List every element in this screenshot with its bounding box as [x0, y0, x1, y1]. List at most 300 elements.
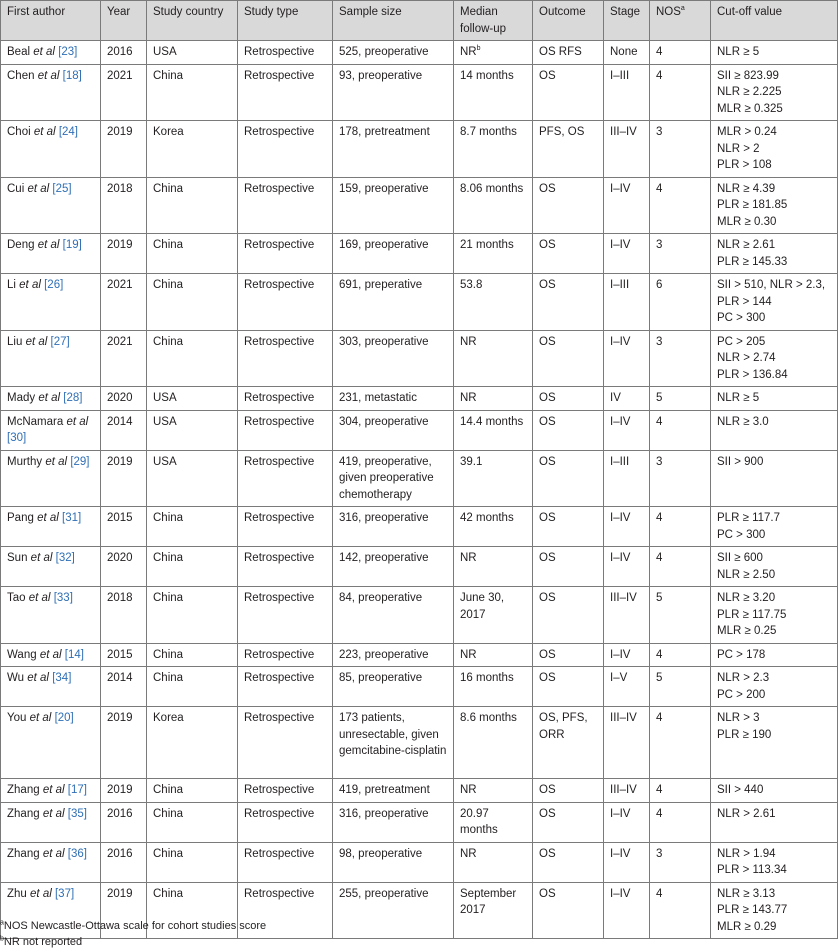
sample-size-cell: 691, preperative — [333, 274, 454, 331]
reference-link[interactable]: [23] — [58, 46, 78, 58]
outcome-cell: OS — [533, 547, 604, 587]
cut-off-line: PC > 178 — [717, 648, 766, 661]
header-cut-off-value: Cut-off value — [711, 1, 838, 41]
author-name: Zhang — [7, 784, 40, 796]
cut-off-line: NLR ≥ 3.13 — [717, 887, 776, 900]
cut-off-line: NLR ≥ 2.61 — [717, 239, 776, 251]
nos-cell: 4 — [650, 410, 711, 450]
et-al: et al — [42, 847, 65, 860]
year-cell: 2019 — [101, 450, 147, 507]
sample-size-cell: 178, pretreatment — [333, 121, 454, 178]
footnote-b — [0, 934, 838, 950]
follow-up-cell — [454, 387, 533, 411]
cut-off-cell — [711, 64, 838, 121]
author-name: Zhang — [7, 807, 40, 820]
stage-cell: I–IV — [604, 842, 650, 882]
reference-link[interactable]: [18] — [62, 69, 82, 82]
country-cell: USA — [147, 410, 238, 450]
nos-cell: 5 — [650, 387, 711, 411]
year-cell: 2015 — [101, 643, 147, 667]
cut-off-cell — [711, 274, 838, 331]
country-cell: China — [147, 643, 238, 667]
study-type-cell: Retrospective — [238, 507, 333, 547]
table-row — [1, 507, 838, 547]
nos-cell: 4 — [650, 643, 711, 667]
et-al: et al — [27, 672, 49, 684]
sample-size-cell: 419, preoperative, given preoperative chemotherapy — [333, 450, 454, 507]
follow-up-cell — [454, 547, 533, 587]
nos-cell: 4 — [650, 779, 711, 803]
sample-size-cell: 142, preoperative — [333, 547, 454, 587]
cut-off-line: MLR ≥ 0.29 — [717, 920, 777, 933]
cut-off-cell — [711, 234, 838, 274]
author-cell — [1, 450, 101, 507]
follow-up-value: September 2017 — [460, 887, 517, 916]
author-cell — [1, 234, 101, 274]
follow-up-cell — [454, 64, 533, 121]
reference-link[interactable]: [34] — [52, 672, 72, 684]
stage-cell: III–IV — [604, 707, 650, 779]
nos-cell: 4 — [650, 707, 711, 779]
follow-up-value: NR — [460, 847, 477, 860]
table-row — [1, 450, 838, 507]
nos-cell: 4 — [650, 802, 711, 842]
country-cell: Korea — [147, 707, 238, 779]
stage-cell: I–IV — [604, 643, 650, 667]
stage-cell: I–IV — [604, 234, 650, 274]
year-cell: 2016 — [101, 842, 147, 882]
stage-cell: I–IV — [604, 177, 650, 234]
outcome-cell: OS — [533, 779, 604, 803]
follow-up-value: 21 months — [460, 239, 514, 251]
follow-up-value: 42 months — [460, 512, 514, 524]
study-type-cell: Retrospective — [238, 121, 333, 178]
outcome-cell: OS — [533, 587, 604, 644]
reference-link[interactable]: [33] — [53, 592, 73, 604]
cut-off-line: PC > 205 — [717, 335, 766, 348]
reference-link[interactable]: [17] — [67, 784, 87, 796]
author-cell — [1, 387, 101, 411]
outcome-cell: OS, PFS, ORR — [533, 707, 604, 779]
outcome-cell: OS — [533, 450, 604, 507]
footnote-a — [0, 918, 838, 934]
outcome-cell: OS — [533, 410, 604, 450]
reference-link[interactable]: [19] — [62, 239, 82, 251]
et-al: et al — [37, 69, 60, 82]
follow-up-cell — [454, 41, 533, 65]
nos-cell: 4 — [650, 882, 711, 939]
country-cell: China — [147, 802, 238, 842]
follow-up-value: 39.1 — [460, 455, 483, 468]
reference-link[interactable]: [32] — [55, 552, 75, 564]
study-type-cell: Retrospective — [238, 177, 333, 234]
year-cell: 2016 — [101, 802, 147, 842]
cut-off-cell — [711, 643, 838, 667]
table-row — [1, 707, 838, 779]
year-cell: 2021 — [101, 330, 147, 387]
header-nos-label: NOS — [656, 6, 681, 18]
reference-link[interactable]: [37] — [54, 887, 75, 900]
cut-off-cell — [711, 410, 838, 450]
cut-off-line: MLR ≥ 0.25 — [717, 625, 777, 637]
author-cell — [1, 587, 101, 644]
et-al: et al — [25, 335, 48, 348]
study-type-cell: Retrospective — [238, 274, 333, 331]
cut-off-line: SII > 900 — [717, 455, 764, 468]
sample-size-cell: 85, preoperative — [333, 667, 454, 707]
sample-size-cell: 525, preoperative — [333, 41, 454, 65]
author-cell — [1, 779, 101, 803]
et-al: et al — [45, 455, 68, 468]
author-name: Wang — [7, 648, 37, 661]
cut-off-line: PLR ≥ 117.7 — [717, 512, 780, 524]
follow-up-cell — [454, 587, 533, 644]
nos-cell: 4 — [650, 41, 711, 65]
reference-link[interactable]: [24] — [58, 126, 78, 138]
reference-link[interactable]: [26] — [44, 279, 64, 291]
year-cell: 2019 — [101, 707, 147, 779]
country-cell: China — [147, 587, 238, 644]
nos-cell: 4 — [650, 507, 711, 547]
header-sample-size: Sample size — [333, 1, 454, 41]
nos-cell: 3 — [650, 234, 711, 274]
cut-off-line: NLR ≥ 5 — [717, 46, 760, 58]
header-first-author: First author — [1, 1, 101, 41]
follow-up-value: NR — [460, 648, 477, 661]
study-type-cell: Retrospective — [238, 410, 333, 450]
table-row — [1, 802, 838, 842]
cut-off-line: MLR ≥ 0.30 — [717, 215, 777, 228]
cut-off-cell — [711, 779, 838, 803]
cut-off-cell — [711, 41, 838, 65]
author-name: Murthy — [7, 455, 43, 468]
cut-off-cell — [711, 121, 838, 178]
author-cell — [1, 643, 101, 667]
follow-up-value: 8.6 months — [460, 712, 517, 724]
year-cell: 2019 — [101, 234, 147, 274]
study-type-cell: Retrospective — [238, 779, 333, 803]
author-cell — [1, 547, 101, 587]
follow-up-cell — [454, 507, 533, 547]
author-name: Choi — [7, 126, 31, 138]
header-study-country: Study country — [147, 1, 238, 41]
nos-cell: 4 — [650, 177, 711, 234]
author-name: Mady — [7, 392, 36, 404]
cut-off-line: NLR ≥ 2.50 — [717, 568, 776, 581]
study-type-cell: Retrospective — [238, 64, 333, 121]
header-nos — [650, 1, 711, 41]
et-al: et al — [38, 392, 61, 404]
stage-cell: I–IV — [604, 547, 650, 587]
table-row — [1, 387, 838, 411]
follow-up-value: 8.7 months — [460, 126, 517, 138]
cut-off-line: NLR > 2 — [717, 142, 760, 155]
cut-off-line: PLR ≥ 181.85 — [717, 199, 788, 211]
outcome-cell: OS — [533, 842, 604, 882]
sample-size-cell: 419, pretreatment — [333, 779, 454, 803]
cut-off-cell — [711, 547, 838, 587]
follow-up-value: NR — [460, 46, 477, 58]
cut-off-cell — [711, 842, 838, 882]
country-cell: USA — [147, 387, 238, 411]
et-al: et al — [30, 552, 53, 564]
stage-cell: I–IV — [604, 882, 650, 939]
follow-up-cell — [454, 330, 533, 387]
footnote-a-text: NOS Newcastle-Ottawa scale for cohort studies score — [3, 920, 267, 932]
follow-up-value: 14.4 months — [460, 415, 524, 428]
follow-up-cell — [454, 667, 533, 707]
author-cell — [1, 64, 101, 121]
et-al: et al — [30, 887, 52, 900]
cut-off-line: PLR > 136.84 — [717, 368, 788, 381]
table-footnotes — [0, 918, 838, 950]
cut-off-cell — [711, 507, 838, 547]
header-row — [1, 1, 838, 41]
sample-size-cell: 169, preoperative — [333, 234, 454, 274]
study-type-cell: Retrospective — [238, 802, 333, 842]
country-cell: China — [147, 507, 238, 547]
cut-off-cell — [711, 802, 838, 842]
et-al: et al — [33, 126, 56, 138]
author-name: Deng — [7, 239, 35, 251]
reference-link[interactable]: [30] — [7, 432, 27, 444]
nos-cell: 3 — [650, 330, 711, 387]
author-name: Beal — [7, 46, 31, 58]
author-name: Tao — [7, 592, 26, 604]
author-cell — [1, 410, 101, 450]
year-cell: 2021 — [101, 274, 147, 331]
cut-off-line: PC > 200 — [717, 688, 766, 701]
cut-off-cell — [711, 707, 838, 779]
study-type-cell: Retrospective — [238, 450, 333, 507]
follow-up-cell — [454, 177, 533, 234]
country-cell: Korea — [147, 121, 238, 178]
table-row — [1, 842, 838, 882]
author-name: Chen — [7, 69, 35, 82]
follow-up-cell — [454, 410, 533, 450]
outcome-cell: PFS, OS — [533, 121, 604, 178]
cut-off-line: PLR ≥ 190 — [717, 728, 772, 741]
year-cell: 2016 — [101, 41, 147, 65]
country-cell: China — [147, 779, 238, 803]
author-cell — [1, 667, 101, 707]
header-study-type: Study type — [238, 1, 333, 41]
author-name: McNamara — [7, 415, 64, 428]
year-cell: 2018 — [101, 587, 147, 644]
outcome-cell: OS — [533, 64, 604, 121]
country-cell: China — [147, 234, 238, 274]
cut-off-line: PC > 300 — [717, 528, 766, 541]
author-cell — [1, 41, 101, 65]
author-cell — [1, 707, 101, 779]
outcome-cell: OS — [533, 177, 604, 234]
et-al: et al — [19, 279, 41, 291]
table-row — [1, 667, 838, 707]
study-type-cell: Retrospective — [238, 882, 333, 939]
table-row — [1, 234, 838, 274]
cut-off-line: SII ≥ 823.99 — [717, 69, 779, 82]
country-cell: USA — [147, 450, 238, 507]
cut-off-line: SII ≥ 600 — [717, 552, 763, 564]
author-cell — [1, 121, 101, 178]
header-outcome: Outcome — [533, 1, 604, 41]
author-name: Pang — [7, 512, 34, 524]
follow-up-cell — [454, 234, 533, 274]
et-al: et al — [42, 784, 65, 796]
reference-link[interactable]: [36] — [67, 847, 87, 860]
year-cell: 2018 — [101, 177, 147, 234]
stage-cell: III–IV — [604, 121, 650, 178]
follow-up-value: 16 months — [460, 672, 514, 684]
stage-cell: None — [604, 41, 650, 65]
follow-up-footnote-mark: b — [476, 45, 481, 53]
cut-off-line: NLR > 3 — [717, 712, 760, 724]
country-cell: USA — [147, 41, 238, 65]
author-cell — [1, 802, 101, 842]
year-cell: 2019 — [101, 882, 147, 939]
study-type-cell: Retrospective — [238, 41, 333, 65]
cut-off-line: SII > 440 — [717, 784, 764, 796]
sample-size-cell: 316, preoperative — [333, 802, 454, 842]
stage-cell: I–IV — [604, 802, 650, 842]
country-cell: China — [147, 842, 238, 882]
header-stage: Stage — [604, 1, 650, 41]
sample-size-cell: 304, preoperative — [333, 410, 454, 450]
cut-off-cell — [711, 177, 838, 234]
follow-up-cell — [454, 802, 533, 842]
sample-size-cell: 231, metastatic — [333, 387, 454, 411]
sample-size-cell: 223, preoperative — [333, 643, 454, 667]
author-name: You — [7, 712, 27, 724]
et-al: et al — [37, 512, 59, 524]
reference-link[interactable]: [31] — [62, 512, 82, 524]
follow-up-cell — [454, 643, 533, 667]
nos-cell: 3 — [650, 121, 711, 178]
nos-cell: 5 — [650, 667, 711, 707]
study-type-cell: Retrospective — [238, 387, 333, 411]
table-row — [1, 41, 838, 65]
table-row — [1, 330, 838, 387]
follow-up-value: NR — [460, 552, 477, 564]
reference-link[interactable]: [27] — [50, 335, 70, 348]
follow-up-value: 53.8 — [460, 279, 483, 291]
cut-off-line: PLR > 108 — [717, 159, 772, 171]
year-cell: 2020 — [101, 387, 147, 411]
reference-link[interactable]: [29] — [70, 455, 90, 468]
table-row — [1, 643, 838, 667]
year-cell: 2014 — [101, 667, 147, 707]
et-al: et al — [66, 415, 89, 428]
nos-cell: 5 — [650, 587, 711, 644]
nos-cell: 4 — [650, 64, 711, 121]
cut-off-line: PLR > 113.34 — [717, 864, 787, 876]
stage-cell: I–III — [604, 450, 650, 507]
footnote-b-mark: b — [0, 935, 4, 943]
sample-size-cell: 316, preoperative — [333, 507, 454, 547]
cut-off-line: NLR > 2.61 — [717, 807, 776, 820]
outcome-cell: OS — [533, 234, 604, 274]
nos-cell: 6 — [650, 274, 711, 331]
cut-off-cell — [711, 667, 838, 707]
country-cell: China — [147, 177, 238, 234]
study-type-cell: Retrospective — [238, 707, 333, 779]
follow-up-value: NR — [460, 335, 477, 348]
stage-cell: I–IV — [604, 410, 650, 450]
table-row — [1, 587, 838, 644]
follow-up-value: 20.97 months — [460, 807, 498, 836]
study-type-cell: Retrospective — [238, 587, 333, 644]
table-row — [1, 64, 838, 121]
cut-off-line: NLR > 1.94 — [717, 847, 776, 860]
sample-size-cell: 98, preoperative — [333, 842, 454, 882]
nos-cell: 3 — [650, 842, 711, 882]
country-cell: China — [147, 274, 238, 331]
follow-up-cell — [454, 779, 533, 803]
outcome-cell: OS — [533, 330, 604, 387]
reference-link[interactable]: [14] — [64, 648, 84, 661]
cut-off-cell — [711, 330, 838, 387]
follow-up-cell — [454, 121, 533, 178]
sample-size-cell: 159, preoperative — [333, 177, 454, 234]
reference-link[interactable]: [28] — [63, 392, 83, 404]
stage-cell: III–IV — [604, 779, 650, 803]
follow-up-value: June 30, 2017 — [460, 592, 505, 621]
year-cell: 2014 — [101, 410, 147, 450]
study-type-cell: Retrospective — [238, 330, 333, 387]
outcome-cell: OS — [533, 274, 604, 331]
sample-size-cell: 173 patients, unresectable, given gemcitabine-cisplatin — [333, 707, 454, 779]
stage-cell: I–III — [604, 64, 650, 121]
nos-cell: 4 — [650, 547, 711, 587]
stage-cell: I–III — [604, 274, 650, 331]
et-al: et al — [27, 182, 50, 195]
author-name: Zhu — [7, 887, 27, 900]
study-type-cell: Retrospective — [238, 842, 333, 882]
outcome-cell: OS — [533, 387, 604, 411]
follow-up-value: 14 months — [460, 69, 514, 82]
country-cell: China — [147, 882, 238, 939]
footnote-b-text: NR not reported — [3, 936, 83, 948]
reference-link[interactable]: [20] — [54, 712, 74, 724]
footnote-a-mark: a — [0, 919, 4, 927]
reference-link[interactable]: [25] — [52, 182, 72, 195]
year-cell: 2021 — [101, 64, 147, 121]
et-al: et al — [28, 592, 51, 604]
author-cell — [1, 842, 101, 882]
author-cell — [1, 274, 101, 331]
cut-off-cell — [711, 387, 838, 411]
author-name: Sun — [7, 552, 28, 564]
cut-off-line: PC > 300 — [717, 312, 766, 324]
follow-up-cell — [454, 842, 533, 882]
nos-cell: 3 — [650, 450, 711, 507]
author-name: Zhang — [7, 847, 40, 860]
follow-up-cell — [454, 450, 533, 507]
cut-off-line: NLR ≥ 4.39 — [717, 182, 776, 195]
study-type-cell: Retrospective — [238, 234, 333, 274]
follow-up-cell — [454, 274, 533, 331]
cut-off-line: NLR ≥ 3.20 — [717, 592, 776, 604]
stage-cell: I–IV — [604, 330, 650, 387]
author-cell — [1, 507, 101, 547]
et-al: et al — [29, 712, 52, 724]
outcome-cell: OS — [533, 882, 604, 939]
stage-cell: I–IV — [604, 507, 650, 547]
et-al: et al — [37, 239, 60, 251]
reference-link[interactable]: [35] — [67, 807, 87, 820]
outcome-cell: OS — [533, 643, 604, 667]
cut-off-cell — [711, 450, 838, 507]
